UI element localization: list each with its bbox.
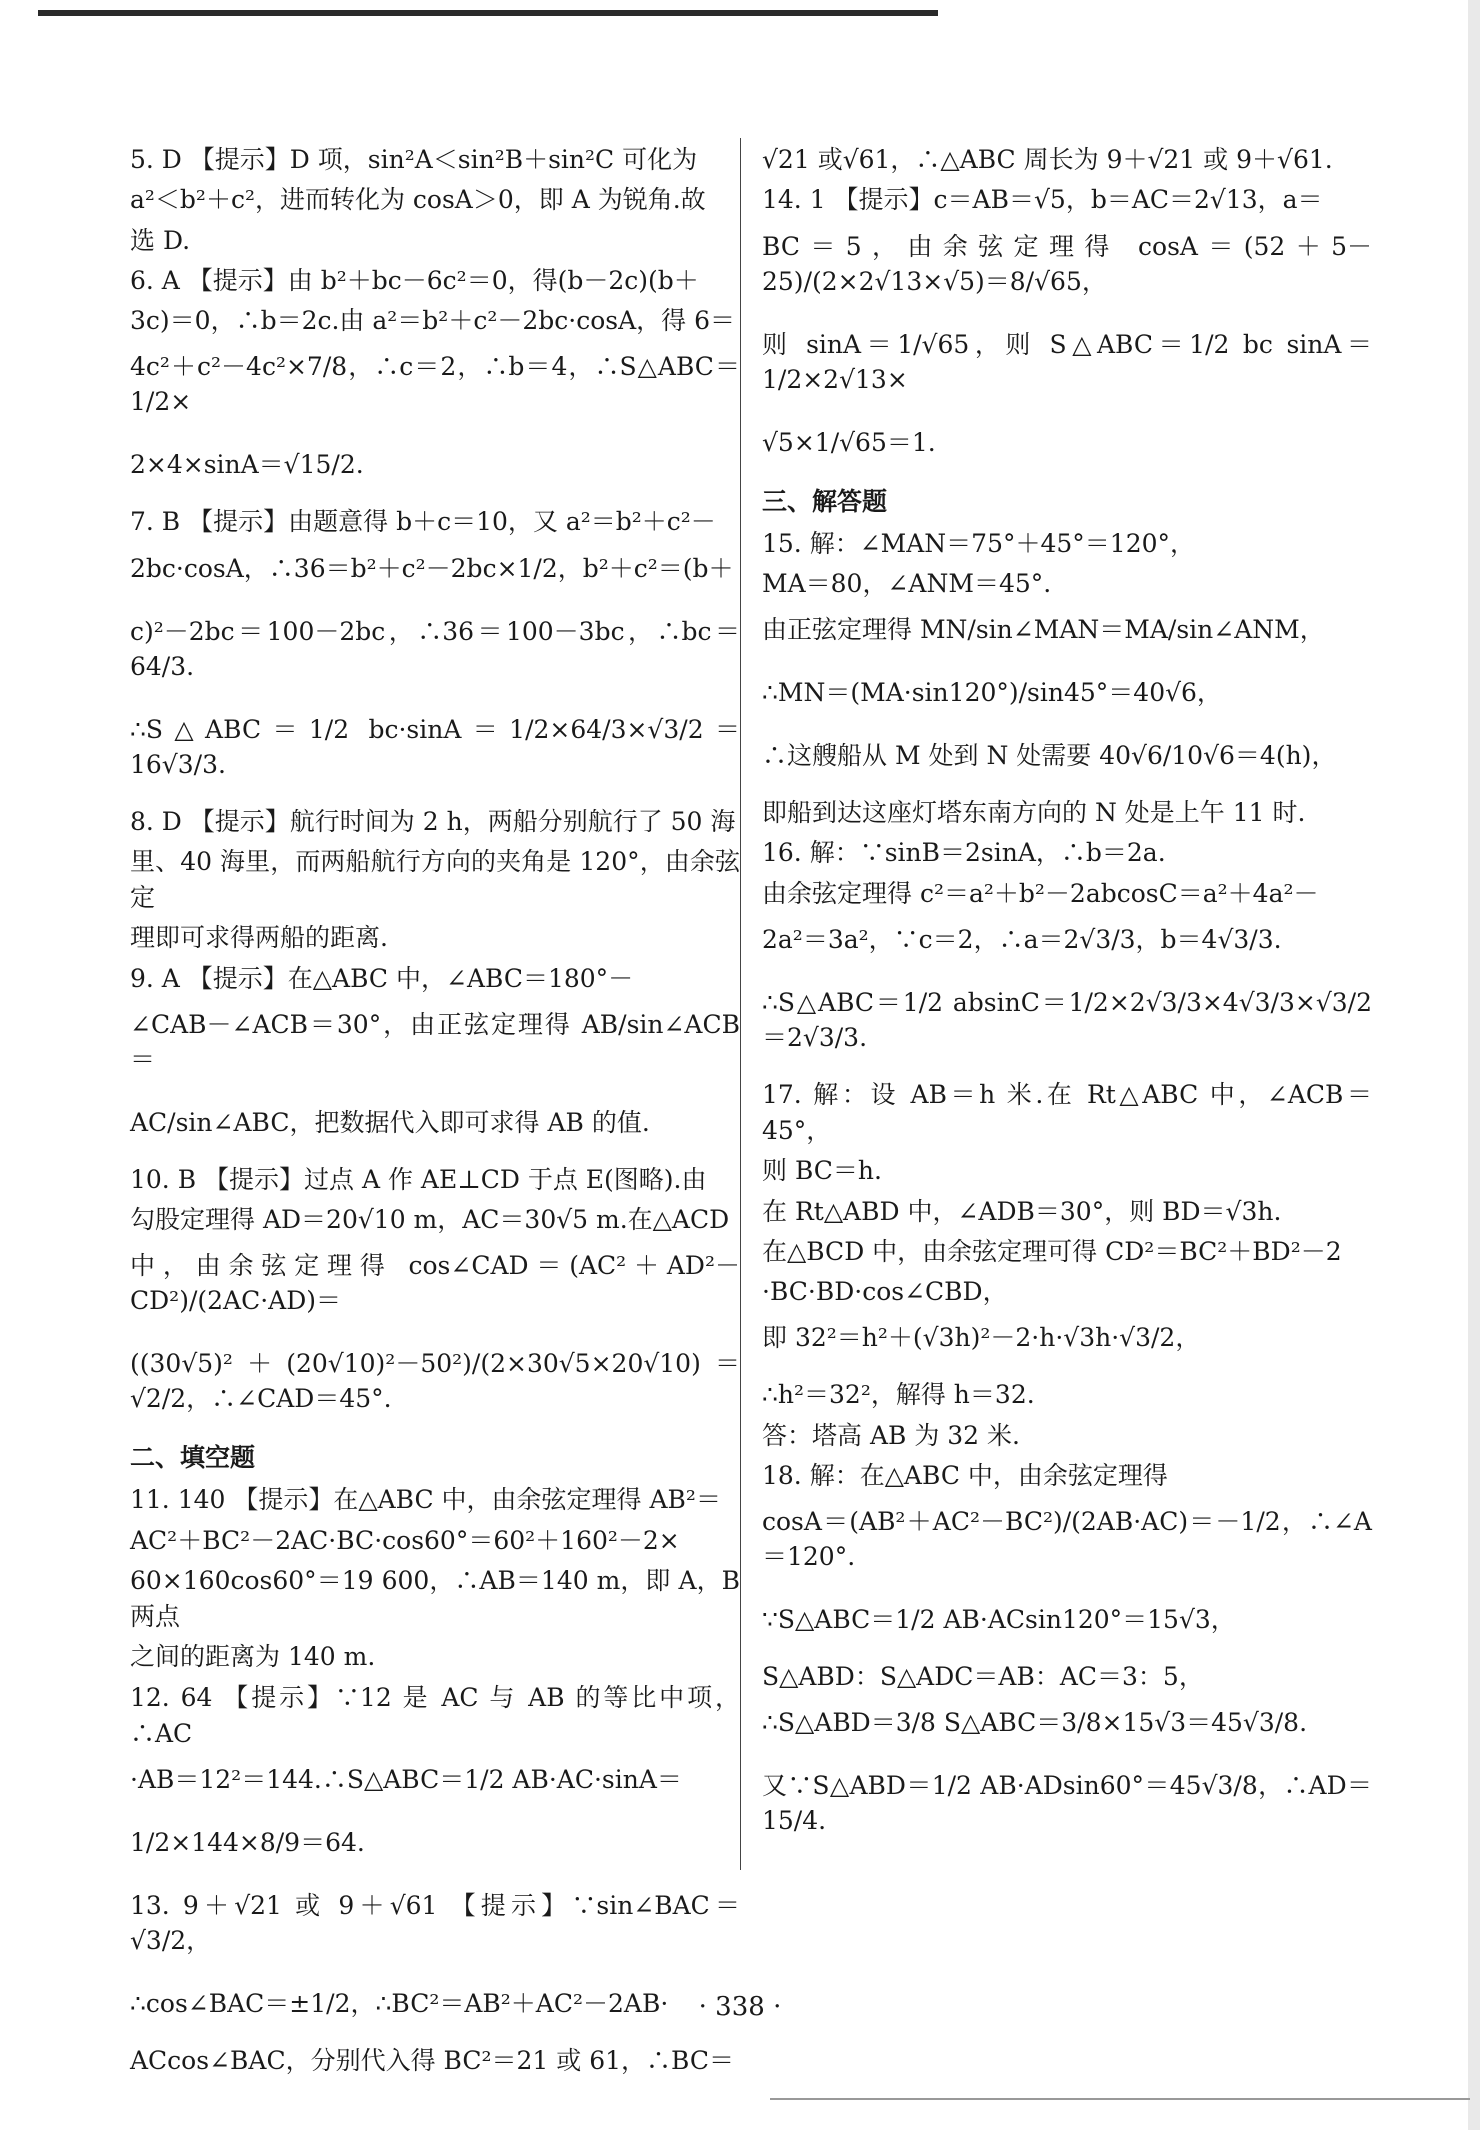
text-line: ∴这艘船从 M 处到 N 处需要 40√6/10√6＝4(h)， — [762, 741, 1337, 770]
text-line: 6. A 【提示】由 b²＋bc－6c²＝0，得(b－2c)(b＋ — [130, 265, 699, 295]
text-line: S△ABD：S△ADC＝AB：AC＝3：5， — [762, 1662, 1204, 1691]
text-line: 即 32²＝h²＋(√3h)²－2·h·√3h·√3/2， — [762, 1323, 1201, 1353]
left-column — [130, 142, 740, 2083]
page-number: · 338 · — [698, 1992, 782, 2022]
text-line: 答：塔高 AB 为 32 米. — [762, 1420, 1020, 1450]
text-line: 即船到达这座灯塔东南方向的 N 处是上午 11 时. — [762, 798, 1306, 827]
text-line: 之间的距离为 140 m. — [130, 1642, 376, 1672]
text-line: 12. 64 【提示】∵12 是 AC 与 AB 的等比中项，∴AC — [130, 1682, 740, 1748]
bottom-rule — [770, 2098, 1470, 2100]
text-line: √21 或√61，∴△ABC 周长为 9＋√21 或 9＋√61. — [762, 145, 1333, 174]
top-border-rule — [38, 10, 938, 16]
text-line: 2a²＝3a²，∵c＝2，∴a＝2√3/3，b＝4√3/3. — [762, 924, 1282, 954]
text-line: cosA＝(AB²＋AC²－BC²)/(2AB·AC)＝－1/2，∴∠A＝120°. — [762, 1507, 1372, 1571]
text-line: 16. 解：∵sinB＝2sinA，∴b＝2a. — [762, 838, 1166, 868]
text-line: AC²＋BC²－2AC·BC·cos60°＝60²＋160²－2× — [130, 1525, 680, 1555]
text-line: ∴S△ABC＝1/2 absinC＝1/2×2√3/3×4√3/3×√3/2＝2√3/3. — [762, 987, 1372, 1052]
text-line: 11. 140 【提示】在△ABC 中，由余弦定理得 AB²＝ — [130, 1485, 721, 1515]
text-line: 15. 解：∠MAN＝75°＋45°＝120°， — [762, 528, 1196, 558]
text-line: 选 D. — [130, 225, 191, 255]
text-line: 7. B 【提示】由题意得 b＋c＝10，又 a²＝b²＋c²－ — [130, 507, 716, 537]
page-edge-shadow — [1468, 0, 1480, 2130]
text-line: ∴S△ABC＝1/2 bc·sinA＝1/2×64/3×√3/2＝16√3/3. — [130, 714, 740, 779]
text-line: ·AB＝12²＝144.∴S△ABC＝1/2 AB·AC·sinA＝ — [130, 1765, 682, 1794]
right-column — [762, 142, 1372, 1860]
text-line: 3c)＝0，∴b＝2c.由 a²＝b²＋c²－2bc·cosA，得 6＝ — [130, 306, 735, 335]
text-line: 60×160cos60°＝19 600，∴AB＝140 m，即 A，B 两点 — [130, 1565, 740, 1631]
text-line: ∴MN＝(MA·sin120°)/sin45°＝40√6， — [762, 678, 1222, 707]
text-line: MA＝80，∠ANM＝45°. — [762, 568, 1052, 598]
text-line: 4c²＋c²－4c²×7/8，∴c＝2，∴b＝4，∴S△ABC＝1/2× — [130, 352, 740, 417]
text-line: ∴S△ABD＝3/8 S△ABC＝3/8×15√3＝45√3/8. — [762, 1708, 1308, 1738]
section-heading: 二、填空题 — [130, 1443, 256, 1473]
text-line: 18. 解：在△ABC 中，由余弦定理得 — [762, 1460, 1168, 1490]
text-line: 1/2×144×8/9＝64. — [130, 1828, 365, 1857]
text-line: c)²－2bc＝100－2bc，∴36＝100－3bc，∴bc＝64/3. — [130, 616, 740, 681]
text-line: 在 Rt△ABD 中，∠ADB＝30°，则 BD＝√3h. — [762, 1196, 1282, 1226]
text-line: 由余弦定理得 c²＝a²＋b²－2abcosC＝a²＋4a²－ — [762, 878, 1319, 908]
text-line: 在△BCD 中，由余弦定理可得 CD²＝BC²＋BD²－2 — [762, 1236, 1342, 1266]
text-line: ∠CAB－∠ACB＝30°，由正弦定理得 AB/sin∠ACB＝ — [130, 1009, 740, 1074]
text-line: ACcos∠BAC，分别代入得 BC²＝21 或 61，∴BC＝ — [130, 2046, 734, 2075]
text-line: 8. D 【提示】航行时间为 2 h，两船分别航行了 50 海 — [130, 806, 736, 836]
text-line: 勾股定理得 AD＝20√10 m，AC＝30√5 m.在△ACD — [130, 1205, 730, 1234]
text-line: 则 sinA＝1/√65，则 S△ABC＝1/2 bc sinA＝1/2×2√13× — [762, 329, 1372, 394]
section-heading: 三、解答题 — [762, 486, 888, 516]
text-line: 2bc·cosA，∴36＝b²＋c²－2bc×1/2，b²＋c²＝(b＋ — [130, 553, 734, 583]
text-line: 由正弦定理得 MN/sin∠MAN＝MA/sin∠ANM， — [762, 615, 1325, 644]
text-line: 14. 1 【提示】c＝AB＝√5，b＝AC＝2√13，a＝ — [762, 185, 1323, 215]
text-line: 17. 解：设 AB＝h 米.在 Rt△ABC 中，∠ACB＝45°， — [762, 1079, 1372, 1145]
column-divider — [740, 138, 741, 1870]
text-line: 里、40 海里，而两船航行方向的夹角是 120°，由余弦定 — [130, 846, 740, 912]
text-line: ∴h²＝32²，解得 h＝32. — [762, 1380, 1035, 1410]
text-line: 又∵S△ABD＝1/2 AB·ADsin60°＝45√3/8，∴AD＝15/4. — [762, 1771, 1372, 1836]
text-line: 13. 9＋√21 或 9＋√61 【提示】∵sin∠BAC＝√3/2， — [130, 1891, 740, 1955]
text-line: ∵S△ABC＝1/2 AB·ACsin120°＝15√3， — [762, 1605, 1236, 1634]
text-line: a²＜b²＋c²，进而转化为 cosA＞0，即 A 为锐角.故 — [130, 185, 706, 215]
text-line: 9. A 【提示】在△ABC 中，∠ABC＝180°－ — [130, 963, 634, 993]
text-line: 中，由余弦定理得 cos∠CAD＝(AC²＋AD²－CD²)/(2AC·AD)＝ — [130, 1251, 740, 1316]
text-line: BC＝5，由余弦定理得 cosA＝(52＋5－25)/(2×2√13×√5)＝8/√65， — [762, 231, 1372, 296]
text-line: 10. B 【提示】过点 A 作 AE⊥CD 于点 E(图略).由 — [130, 1164, 707, 1194]
text-line: ·BC·BD·cos∠CBD， — [762, 1277, 1008, 1306]
text-line: ∴cos∠BAC＝±1/2，∴BC²＝AB²＋AC²－2AB· — [130, 1989, 669, 2018]
text-line: √5×1/√65＝1. — [762, 427, 936, 457]
text-line: 2×4×sinA＝√15/2. — [130, 450, 364, 480]
text-line: 则 BC＝h. — [762, 1156, 882, 1186]
text-line: ((30√5)²＋(20√10)²－50²)/(2×30√5×20√10)＝√2/2，∴∠CAD＝45°. — [130, 1349, 740, 1414]
text-line: AC/sin∠ABC，把数据代入即可求得 AB 的值. — [130, 1107, 650, 1137]
text-line: 理即可求得两船的距离. — [130, 923, 388, 953]
text-line: 5. D 【提示】D 项，sin²A＜sin²B＋sin²C 可化为 — [130, 145, 698, 174]
